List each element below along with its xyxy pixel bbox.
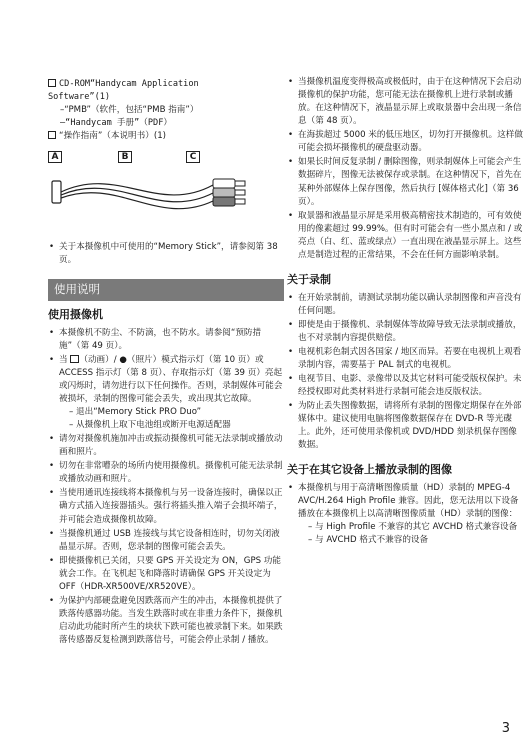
list-item: • 在海拔超过 5000 米的低压地区，切勿打开摄像机。这样做可能会损坏摄像机的硬盘驱动器。 [287, 129, 523, 155]
accessory-item-manual [48, 130, 284, 143]
cdrom-line2: Software”(1) [48, 92, 111, 103]
playback-sub-incompatible: – 与 AVCHD 格式不兼容的设备 [308, 535, 429, 546]
heading-recording: 关于录制 [287, 272, 331, 286]
list-item: • 切勿在非常嘈杂的场所内使用摄像机。摄像机可能无法录制或播放动画和照片。 [48, 460, 284, 486]
list-item: • 为保护内部硬盘避免因跌落而产生的冲击，本摄像机提供了跌落传感器功能。当发生跌落时或在非重力条件下，摄像机启动此功能时所产生的块状下跌可能也被录制下来。如果跌落传感器反复检测到跌落信号，可能会停止录制 / 播放。 [48, 595, 284, 647]
list-item: • 当使用通讯连接线将本摄像机与另一设备连接时，确保以正确方式插入连接器插头。强行将插头推入端子会损坏端子，并可能会造成摄像机故障。 [48, 487, 284, 526]
bullet2-sub-battery: – 从摄像机上取下电池组或断开电源适配器 [69, 420, 231, 431]
av-cable-icon [48, 145, 284, 241]
manual-label: “操作指南”（本说明书）(1) [59, 131, 167, 142]
cable-label-b: B [118, 151, 132, 163]
cable-illustration [48, 145, 284, 241]
checkbox-icon [48, 131, 56, 139]
list-item: • 请勿对摄像机施加冲击或振动摄像机可能无法录制或播放动画和照片。 [48, 433, 284, 459]
heading-using-camera: 使用摄像机 [48, 307, 103, 321]
cdrom-line1: CD-ROM“Handycam Application [59, 79, 199, 89]
memory-note-text: • 关于本摄像机中可使用的“Memory Stick”，请参阅第 38 页。 [48, 241, 284, 267]
bullet2-mid: （动画）/ [79, 354, 117, 365]
usage-list [48, 327, 284, 648]
list-item [287, 482, 523, 547]
list-item: • 电视机彩色制式因各国家 / 地区而异。若要在电视机上观看录制内容，需要基于 PAL 制式的电视机。 [287, 346, 523, 372]
left-column [48, 78, 284, 648]
list-item: • 为防止丢失图像数据，请将所有录制的图像定期保存在外部媒体中。建议使用电脑将图像数据保存在 DVD-R 等光碟上。此外，还可使用录像机或 DVD/HDD 刻录机保存图像数据。 [287, 400, 523, 452]
cdrom-sub-handbook: –“Handycam 手册”（PDF） [60, 118, 172, 129]
playback-list [287, 482, 523, 547]
camera-icon: ● [119, 354, 127, 365]
accessory-item-cdrom [48, 78, 284, 130]
notes-list [287, 76, 523, 262]
heading-playback-other: 关于在其它设备上播放录制的图像 [287, 463, 452, 477]
list-item: • 电视节目、电影、录像带以及其它材料可能受版权保护。未经授权即对此类材料进行录制可能会违反版权法。 [287, 373, 523, 399]
section-title: 使用说明 [48, 279, 284, 300]
movie-icon [70, 355, 79, 363]
cdrom-sub-pmb: –“PMB”（软件，包括“PMB 指南”） [60, 105, 199, 116]
playback-sub-avchd: – 与 High Profile 不兼容的其它 AVCHD 格式兼容设备 [308, 522, 518, 533]
list-item: • 在开始录制前，请测试录制功能以确认录制图像和声音没有任何问题。 [287, 292, 523, 318]
list-item: • 当摄像机温度变得极高或极低时，由于在这种情况下会启动摄像机的保护功能，您可能无法在摄像机上进行录制或播放。在这种情况下，液晶显示屏上或取景器中会出现一条信息（第 48 页）。 [287, 76, 523, 128]
list-item-indicator [48, 354, 284, 432]
list-item: • 即使摄像机已关闭，只要 GPS 开关设定为 ON，GPS 功能就会工作。在飞机起飞和降落时请确保 GPS 开关设定为 OFF（HDR-XR500VE/XR520VE）。 [48, 555, 284, 594]
list-item: • 取景器和液晶显示屏是采用极高精密技术制造的，可有效使用的像素超过 99.99%。但有时可能会有一些小黑点和 / 或亮点（白、红、蓝或绿点）一直出现在液晶显示屏上。这些点是制造过程的正常结果，不会在任何方面影响录制。 [287, 210, 523, 262]
list-item: • 当摄像机通过 USB 连接线与其它设备相连时，切勿关闭液晶显示屏。否则，您录制的图像可能会丢失。 [48, 528, 284, 554]
list-item: • 本摄像机不防尘、不防滴，也不防水。请参阅“预防措施”（第 49 页）。 [48, 327, 284, 353]
recording-list [287, 292, 523, 453]
memory-note [48, 241, 284, 267]
cable-label-c: C [186, 151, 200, 163]
bullet2-sub-eject: – 退出“Memory Stick PRO Duo” [69, 407, 202, 417]
right-column [287, 76, 523, 548]
bullet2-rest: （照片）模式指示灯（第 10 页）或 ACCESS 指示灯（第 8 页）、存取指示灯（第 39 页）亮起或闪烁时，请勿进行以下任何操作。否则，录制媒体可能会被损坏，录制的图像可能会丢失，或出现其它故障。 [59, 354, 283, 404]
checkbox-icon [48, 79, 56, 87]
list-item: • 如果长时间反复录制 / 删除图像，则录制媒体上可能会产生数据碎片，图像无法被保存或录制。在这种情况下，首先在某种外部媒体上保存图像，然后执行 [媒体格式化]（第 36 页）。 [287, 156, 523, 208]
bullet2-prefix: 当 [59, 354, 68, 365]
cable-label-a: A [48, 151, 62, 163]
page-number: 3 [501, 721, 510, 737]
playback-text: 本摄像机与用于高清晰图像质量（HD）录制的 MPEG-4 AVC/H.264 High Profile 兼容。因此，您无法用以下设备播放在本摄像机上以高清晰图像质量（HD）录制的图像： [298, 483, 519, 520]
list-item: • 即使是由于摄像机、录制媒体等故障导致无法录制或播放，也不对录制内容提供赔偿。 [287, 319, 523, 345]
